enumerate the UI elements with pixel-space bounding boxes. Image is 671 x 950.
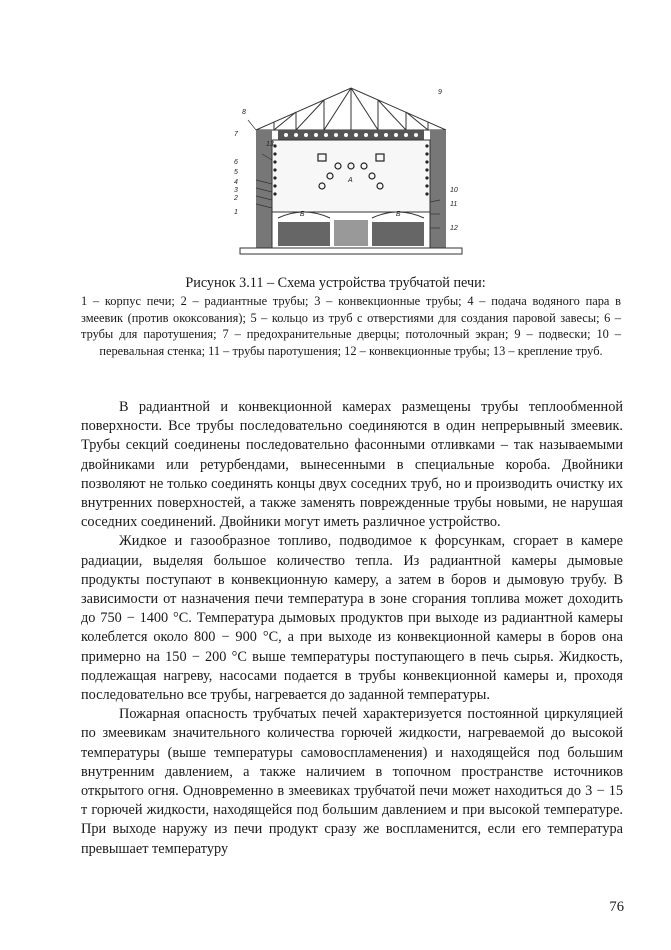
callout-5: 5 bbox=[234, 169, 238, 176]
figure-caption-title: Рисунок 3.11 – Схема устройства трубчатой печи: bbox=[185, 275, 486, 291]
callout-12: 12 bbox=[450, 225, 458, 232]
paragraph: Жидкое и газообразное топливо, подводимое к форсункам, сгорает в камере радиации, выделяя большое количество тепла. Из радиантной камеры дымовые продукты поступают в конвекционную камеру, а затем в боров и дымовую трубу. В зависимости от назначения печи температура в зоне сгорания топлива может доходить до 750 − 1400 °С. Температура дымовых продуктов при выходе из радиантной камеры колеблется около 800 − 900 °С, а при выходе из конвекционной камеры в боров она примерно на 150 − 200 °С выше температуры поступающего в печь сырья. Жидкость, подлежащая нагреву, насосами подается в трубы конвекционной камеры и, проходя последовательно все трубы, нагревается до заданной температуры. bbox=[81, 533, 623, 704]
callout-2: 2 bbox=[234, 195, 238, 202]
callout-8: 8 bbox=[242, 109, 246, 116]
callout-3: 3 bbox=[234, 187, 238, 194]
callout-b-right: Б bbox=[396, 211, 401, 218]
callout-11: 11 bbox=[450, 201, 458, 208]
body-text bbox=[81, 398, 623, 859]
callout-10: 10 bbox=[450, 187, 458, 194]
callout-a: А bbox=[348, 177, 353, 184]
callout-9: 9 bbox=[438, 89, 442, 96]
paragraph: В радиантной и конвекционной камерах размещены трубы теплообменной поверхности. Все трубы последовательно соединяются в один непрерывный змеевик. Трубы секций соединены последовательно фасонными отливками – так называемыми двойниками или ретурбендами, вынесенными в специальные короба. Двойники позволяют не только соединять концы двух соседних труб, но и производить очистку их внутренних поверхностей, а также заменять поврежденные трубы новыми, не нарушая соседних соединений. Двойники могут иметь различное устройство. bbox=[81, 399, 623, 531]
callout-6: 6 bbox=[234, 159, 238, 166]
figure-caption-legend: 1 – корпус печи; 2 – радиантные трубы; 3 – конвекционные трубы; 4 – подача водяного пара в змеевик (против ококсования); 5 – кольцо из труб с отверстиями для создания паровой завесы; 6 – трубы для паротушения; 7 – предохранительные дверцы; потолочный экран; 9 – подвески; 10 – перевальная стенка; 11 – трубы паротушения; 12 – конвекционные трубы; 13 – крепление труб. bbox=[81, 294, 621, 358]
furnace-diagram bbox=[226, 84, 476, 272]
callout-13: 13 bbox=[266, 141, 274, 148]
page-number: 76 bbox=[609, 899, 624, 915]
callout-4: 4 bbox=[234, 179, 238, 186]
paragraph: Пожарная опасность трубчатых печей характеризуется постоянной циркуляцией по змеевикам значительного количества горючей жидкости, нагреваемой до высокой температуры (выше температуры самовоспламенения) и находящейся под большим внутренним давлением, а также наличием в топочном пространстве источников открытого огня. Одновременно в змеевиках трубчатой печи может находиться до 3 − 15 т горючей жидкости, находящейся под большим давлением и при высокой температуре. При выходе наружу из печи продукт сразу же воспламенится, если его температура превышает температуру bbox=[81, 706, 623, 857]
callout-7: 7 bbox=[234, 131, 238, 138]
callout-b-left: Б bbox=[300, 211, 305, 218]
callout-1: 1 bbox=[234, 209, 238, 216]
